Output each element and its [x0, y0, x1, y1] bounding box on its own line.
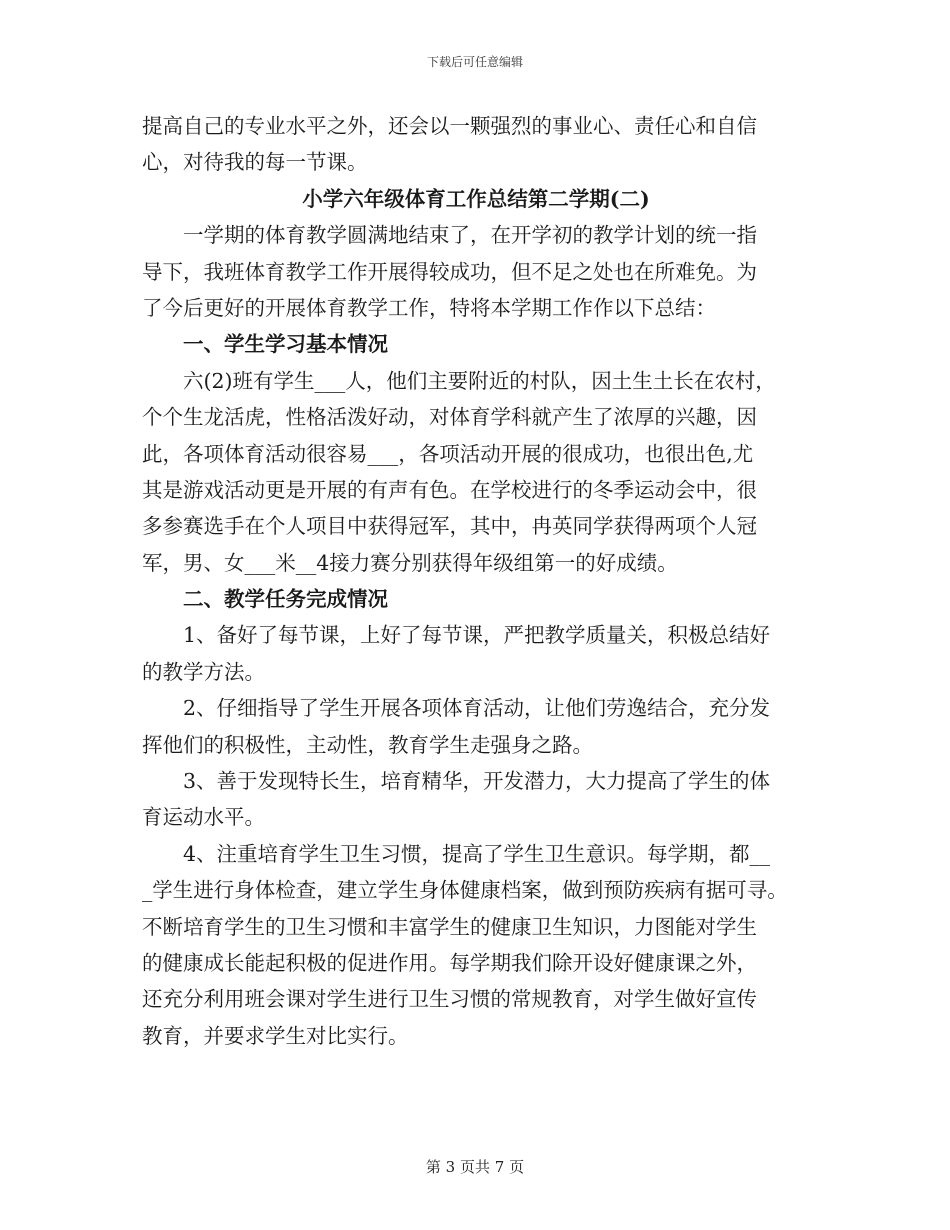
paragraph-line: 1、备好了每节课，上好了每节课，严把教学质量关，积极总结好 — [183, 623, 771, 648]
paragraph-line: 六(2)班有学生___人，他们主要附近的村队，因土生土长在农村， — [183, 368, 776, 393]
page-header: 下载后可任意编辑 — [426, 55, 523, 69]
paragraph-line: 提高自己的专业水平之外，还会以一颗强烈的事业心、责任心和自信 — [142, 114, 757, 138]
paragraph-line: 还充分利用班会课对学生进行卫生习惯的常规教育，对学生做好宣传 — [142, 987, 757, 1012]
page-footer: 第 3 页共 7 页 — [425, 1158, 525, 1176]
section-heading: 一、学生学习基本情况 — [183, 332, 388, 357]
paragraph-line: 导下，我班体育教学工作开展得较成功，但不足之处也在所难免。为 — [142, 259, 757, 284]
paragraph-line: 育运动水平。 — [142, 805, 265, 830]
paragraph-line: 多参赛选手在个人项目中获得冠军，其中，冉英同学获得两项个人冠 — [142, 514, 757, 539]
paragraph-line: 的健康成长能起积极的促进作用。每学期我们除开设好健康课之外， — [142, 950, 757, 975]
paragraph-line: 军，男、女___米__4接力赛分别获得年级组第一的好成绩。 — [142, 550, 678, 575]
paragraph-line: 了今后更好的开展体育教学工作，特将本学期工作作以下总结： — [142, 295, 716, 320]
paragraph-line: 此，各项体育活动很容易___，各项活动开展的很成功，也很出色,尤 — [142, 441, 754, 466]
paragraph-line: 一学期的体育教学圆满地结束了，在开学初的教学计划的统一指 — [183, 223, 757, 248]
document-body — [142, 108, 810, 1054]
paragraph-line: 其是游戏活动更是开展的有声有色。在学校进行的冬季运动会中，很 — [142, 477, 757, 502]
paragraph-line: _学生进行身体检查，建立学生身体健康档案，做到预防疾病有据可寻。 — [142, 878, 788, 903]
paragraph-line: 教育，并要求学生对比实行。 — [142, 1023, 409, 1048]
paragraph-line: 挥他们的积极性，主动性，教育学生走强身之路。 — [142, 732, 593, 757]
paragraph-line: 心，对待我的每一节课。 — [142, 150, 368, 175]
paragraph-line: 3、善于发现特长生，培育精华，开发潜力，大力提高了学生的体 — [183, 769, 771, 794]
paragraph-line: 个个生龙活虎，性格活泼好动，对体育学科就产生了浓厚的兴趣，因 — [142, 405, 757, 430]
paragraph-line: 2、仔细指导了学生开展各项体育活动，让他们劳逸结合，充分发 — [183, 696, 771, 721]
paragraph-line: 4、注重培育学生卫生习惯，提高了学生卫生意识。每学期，都__ — [183, 841, 771, 866]
paragraph-line: 不断培育学生的卫生习惯和丰富学生的健康卫生知识，力图能对学生 — [142, 914, 757, 939]
paragraph-line: 的教学方法。 — [142, 659, 265, 684]
document-title: 小学六年级体育工作总结第二学期(二) — [302, 186, 650, 211]
section-heading: 二、教学任务完成情况 — [183, 587, 388, 612]
